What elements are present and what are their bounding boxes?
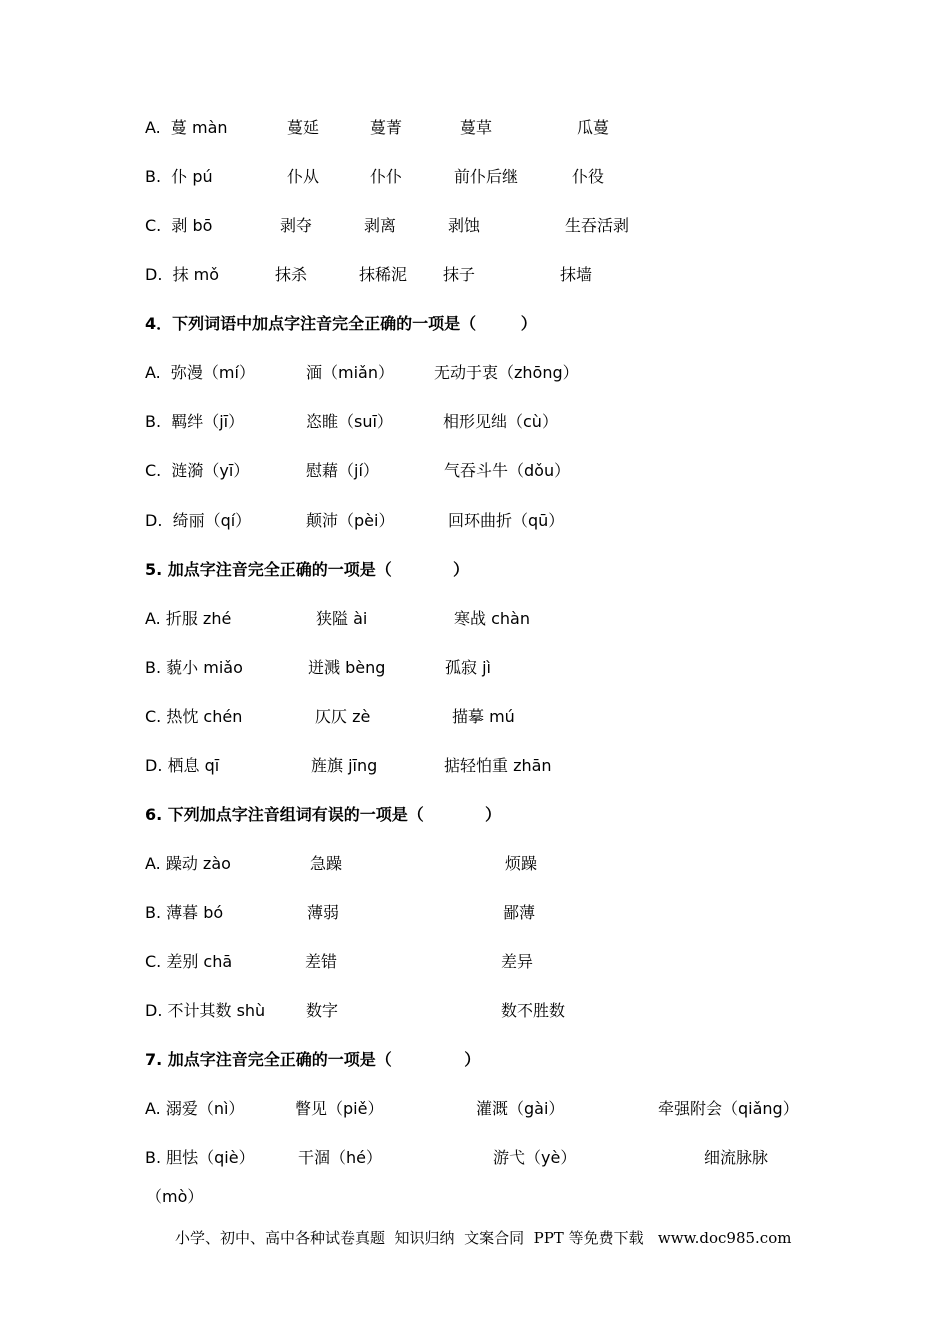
option-word: 旌旗 jīng — [311, 756, 378, 775]
question-text: 7. 加点字注音完全正确的一项是（ ） — [145, 1050, 481, 1069]
option-word: 回环曲折（qū） — [448, 511, 565, 530]
option-word: 湎（miǎn） — [306, 363, 394, 382]
option-word: 急躁 — [310, 854, 343, 873]
option-word: 数字 — [306, 1001, 339, 1020]
option-word: 细流脉脉 — [704, 1148, 769, 1167]
option-word: 抹墙 — [560, 265, 593, 284]
option-label: C. 涟漪（yī） — [145, 461, 250, 480]
option-label: C. 热忱 chén — [145, 707, 243, 726]
option-word: 气吞斗牛（dǒu） — [444, 461, 571, 480]
option-word: 仆役 — [572, 167, 605, 186]
option-label: A. 蔓 màn — [145, 118, 228, 137]
option-line — [0, 211, 950, 241]
option-word: 仆从 — [287, 167, 320, 186]
option-line — [0, 898, 950, 928]
option-word: 鄙薄 — [503, 903, 536, 922]
question-title — [0, 1045, 950, 1075]
option-word: 灌溉（gài） — [476, 1099, 565, 1118]
option-line — [0, 947, 950, 977]
question-title — [0, 309, 950, 339]
option-word: 狭隘 ài — [316, 609, 368, 628]
option-label: B. 仆 pú — [145, 167, 213, 186]
option-word: 仄仄 zè — [315, 707, 371, 726]
option-word: 抹稀泥 — [359, 265, 408, 284]
option-line — [0, 604, 950, 634]
option-word: 差错 — [305, 952, 338, 971]
option-word: 慰藉（jí） — [306, 461, 379, 480]
option-line — [0, 996, 950, 1026]
option-word: 数不胜数 — [501, 1001, 566, 1020]
option-word: 剥夺 — [280, 216, 313, 235]
option-word: 差异 — [501, 952, 534, 971]
option-word: 生吞活剥 — [565, 216, 630, 235]
option-word: 瓜蔓 — [577, 118, 610, 137]
option-label: A. 躁动 zào — [145, 854, 231, 873]
option-line — [0, 702, 950, 732]
option-word: 仆仆 — [370, 167, 403, 186]
option-line — [0, 1143, 950, 1173]
option-word: 蔓草 — [460, 118, 493, 137]
option-word: 剥离 — [364, 216, 397, 235]
option-line — [0, 358, 950, 388]
option-label: A. 弥漫（mí） — [145, 363, 255, 382]
option-word: 瞥见（piě） — [295, 1099, 384, 1118]
option-word: 颠沛（pèi） — [306, 511, 395, 530]
option-label: D. 栖息 qī — [145, 756, 220, 775]
option-word: 蔓延 — [287, 118, 320, 137]
option-line — [0, 506, 950, 536]
option-line — [0, 260, 950, 290]
option-label: B. 羁绊（jī） — [145, 412, 245, 431]
option-word: 抹杀 — [275, 265, 308, 284]
option-word: 恣睢（suī） — [306, 412, 393, 431]
option-line — [0, 113, 950, 143]
option-word: 烦躁 — [505, 854, 538, 873]
option-label: （mò） — [146, 1187, 204, 1206]
option-line — [0, 849, 950, 879]
option-line — [0, 653, 950, 683]
option-word: 干涸（hé） — [298, 1148, 382, 1167]
option-word: 相形见绌（cù） — [443, 412, 558, 431]
option-word: 薄弱 — [307, 903, 340, 922]
question-title — [0, 555, 950, 585]
option-word: 牵强附会（qiǎng） — [658, 1099, 799, 1118]
option-line — [0, 162, 950, 192]
option-line — [0, 1094, 950, 1124]
option-label: C. 剥 bō — [145, 216, 213, 235]
question-text: 5. 加点字注音完全正确的一项是（ ） — [145, 560, 470, 579]
question-text: 6. 下列加点字注音组词有误的一项是（ ） — [145, 805, 502, 824]
option-word: 蔓菁 — [370, 118, 403, 137]
option-word: 描摹 mú — [452, 707, 515, 726]
option-word: 抹子 — [443, 265, 476, 284]
page-footer: 小学、初中、高中各种试卷真题 知识归纳 文案合同 PPT 等免费下载 www.doc985.com — [175, 1229, 792, 1247]
option-label: A. 折服 zhé — [145, 609, 232, 628]
option-line — [0, 751, 950, 781]
option-label: A. 溺爱（nì） — [145, 1099, 245, 1118]
option-word: 孤寂 jì — [445, 658, 491, 677]
option-label: D. 绮丽（qí） — [145, 511, 252, 530]
option-line — [0, 456, 950, 486]
option-word: 游弋（yè） — [493, 1148, 577, 1167]
question-title — [0, 800, 950, 830]
option-line — [0, 1182, 950, 1212]
question-text: 4．下列词语中加点字注音完全正确的一项是（ ） — [145, 314, 537, 333]
option-label: B. 薄暮 bó — [145, 903, 224, 922]
option-word: 迸溅 bèng — [308, 658, 386, 677]
option-word: 寒战 chàn — [454, 609, 530, 628]
option-label: B. 胆怯（qiè） — [145, 1148, 255, 1167]
option-line — [0, 407, 950, 437]
option-label: D. 抹 mǒ — [145, 265, 220, 284]
option-word: 无动于衷（zhōng） — [434, 363, 579, 382]
option-word: 剥蚀 — [448, 216, 481, 235]
option-label: B. 藐小 miǎo — [145, 658, 243, 677]
option-word: 掂轻怕重 zhān — [444, 756, 552, 775]
option-label: D. 不计其数 shù — [145, 1001, 266, 1020]
option-word: 前仆后继 — [454, 167, 519, 186]
option-label: C. 差别 chā — [145, 952, 233, 971]
